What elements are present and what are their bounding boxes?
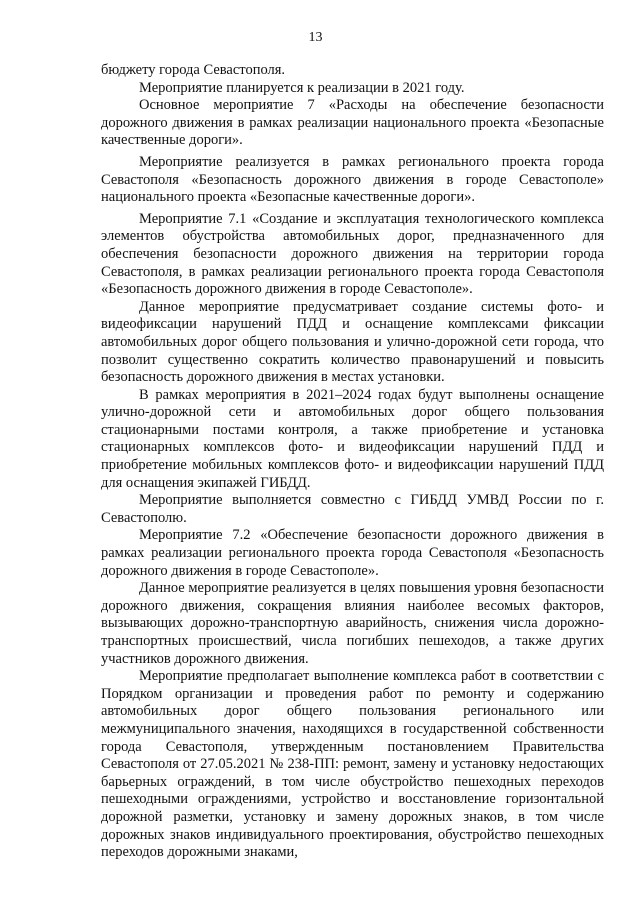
paragraph: В рамках мероприятия в 2021–2024 годах будут выполнены оснащение улично-дорожной сети и автомобильных дорог общего пользования стационарными постами контроля, а также приобретение и установка стационарных комплексов фото- и видеофиксации нарушений ПДД и приобретение мобильных комплексов фото- и видеофиксации нарушений ПДД для оснащения экипажей ГИБДД. <box>101 386 604 491</box>
paragraph: Мероприятие 7.2 «Обеспечение безопасности дорожного движения в рамках реализации регионального проекта города Севастополя «Безопасность дорожного движения в городе Севастополе». <box>101 527 604 579</box>
paragraph: Основное мероприятие 7 «Расходы на обеспечение безопасности дорожного движения в рамках реализации национального проекта «Безопасные качественные дороги». <box>101 97 604 149</box>
paragraph: Данное мероприятие реализуется в целях повышения уровня безопасности дорожного движения, сокращения влияния наиболее весомых факторов, вызывающих дорожно-транспортную аварийность, снижения числа дорожно-транспортных происшествий, числа погибших пешеходов, а также других участников дорожного движения. <box>101 580 604 667</box>
paragraph: бюджету города Севастополя. <box>101 62 286 78</box>
paragraph: Данное мероприятие предусматривает создание системы фото- и видеофиксации нарушений ПДД и оснащение комплексами фиксации автомобильных дорог общего пользования и улично-дорожной сети города, что позволит существенно сократить количество правонарушений и повысить безопасность дорожного движения в местах установки. <box>101 298 604 386</box>
paragraph: Мероприятие реализуется в рамках регионального проекта города Севастополя «Безопасность дорожного движения в городе Севастополе» национального проекта «Безопасные качественные дороги». <box>101 153 604 206</box>
paragraph: Мероприятие 7.1 «Создание и эксплуатация технологического комплекса элементов обустройства автомобильных дорог, предназначенного для обеспечения безопасности дорожного движения на территории города Севастополя, в рамках реализации регионального проекта города Севастополя «Безопасность дорожного движения в городе Севастополе». <box>101 210 604 298</box>
paragraph: Мероприятие планируется к реализации в 2021 году. <box>139 79 465 96</box>
paragraph: Мероприятие выполняется совместно с ГИБДД УМВД России по г. Севастополю. <box>101 492 604 526</box>
document-body <box>101 62 604 862</box>
page-number: 13 <box>308 30 323 45</box>
paragraph: Мероприятие предполагает выполнение комплекса работ в соответствии с Порядком организации и проведения работ по ремонту и содержанию автомобильных дорог общего пользования регионального или межмуниципального значения, находящихся в государственной собственности города Севастополя, утвержденным постановлением Правительства Севастополя от 27.05.2021 № 238-ПП: ремонт, замену и установку недостающих барьерных ограждений, в том числе обустройство пешеходных переходов пешеходными ограждениями, устройство и восстановление горизонтальной дорожной разметки, установку и замену дорожных знаков, в том числе дорожных знаков индивидуального проектирования, обустройство пешеходных переходов дорожными знаками, <box>101 668 604 861</box>
